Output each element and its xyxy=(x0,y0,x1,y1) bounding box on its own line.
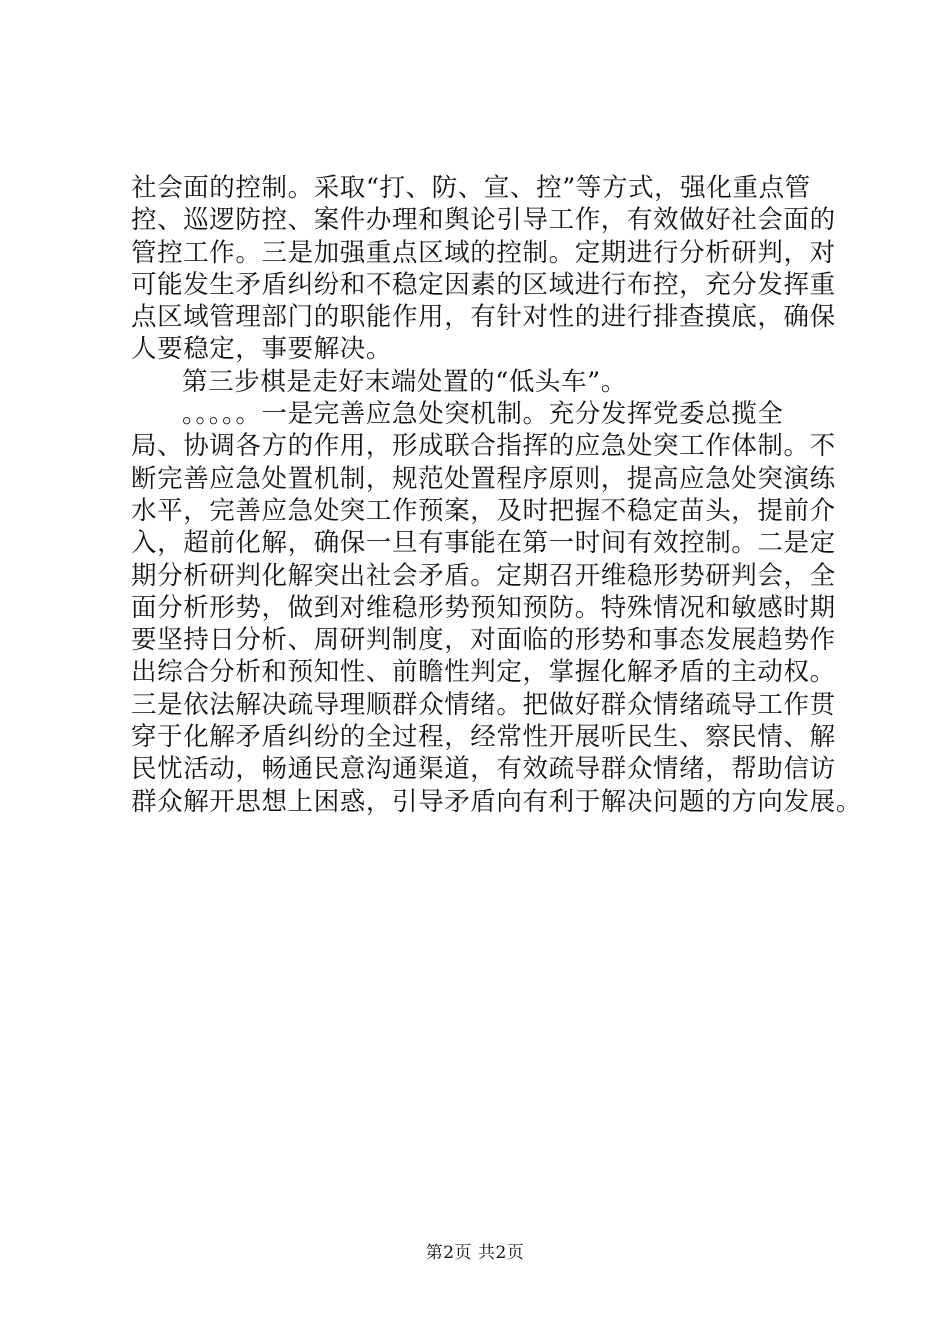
text-line-19: 民忧活动，畅通民意沟通渠道，有效疏导群众情绪，帮助信访 xyxy=(131,754,836,785)
text-line-3: 管控工作。三是加强重点区域的控制。定期进行分析研判，对 xyxy=(131,237,836,268)
text-line-12: 入，超前化解，确保一旦有事能在第一时间有效控制。二是定 xyxy=(131,528,836,559)
text-line-13: 期分析研判化解突出社会矛盾。定期召开维稳形势研判会，全 xyxy=(131,560,836,591)
text-line-11: 水平，完善应急处突工作预案，及时把握不稳定苗头，提前介 xyxy=(131,495,836,526)
page-number-footer: 第2页 共2页 xyxy=(425,1243,525,1263)
text-line-6: 人要稳定，事要解决。 xyxy=(131,334,393,365)
text-line-20: 群众解开思想上困惑，引导矛盾向有利于解决问题的方向发展。 xyxy=(131,786,862,817)
body-text xyxy=(131,172,862,818)
text-line-15: 要坚持日分析、周研判制度，对面临的形势和事态发展趋势作 xyxy=(131,625,836,656)
text-line-14: 面分析形势，做到对维稳形势预知预防。特殊情况和敏感时期 xyxy=(131,592,836,623)
text-line-18: 穿于化解矛盾纠纷的全过程，经常性开展听民生、察民情、解 xyxy=(131,722,836,753)
text-line-16: 出综合分析和预知性、前瞻性判定，掌握化解矛盾的主动权。 xyxy=(131,657,836,688)
text-line-4: 可能发生矛盾纠纷和不稳定因素的区域进行布控，充分发挥重 xyxy=(131,269,836,300)
text-line-8: 。。。。。一是完善应急处突机制。充分发挥党委总揽全 xyxy=(182,399,784,430)
text-line-10: 断完善应急处置机制，规范处置程序原则，提高应急处突演练 xyxy=(131,463,836,494)
text-line-9: 局、协调各方的作用，形成联合指挥的应急处突工作体制。不 xyxy=(131,431,836,462)
section-heading: 第三步棋是走好末端处置的“低头车”。 xyxy=(182,366,627,397)
text-line-2: 控、巡逻防控、案件办理和舆论引导工作，有效做好社会面的 xyxy=(131,205,836,236)
text-line-1: 社会面的控制。采取“打、防、宣、控”等方式，强化重点管 xyxy=(131,173,811,203)
text-line-17: 三是依法解决疏导理顺群众情绪。把做好群众情绪疏导工作贯 xyxy=(131,689,836,720)
text-line-5: 点区域管理部门的职能作用，有针对性的进行排查摸底，确保 xyxy=(131,302,836,333)
